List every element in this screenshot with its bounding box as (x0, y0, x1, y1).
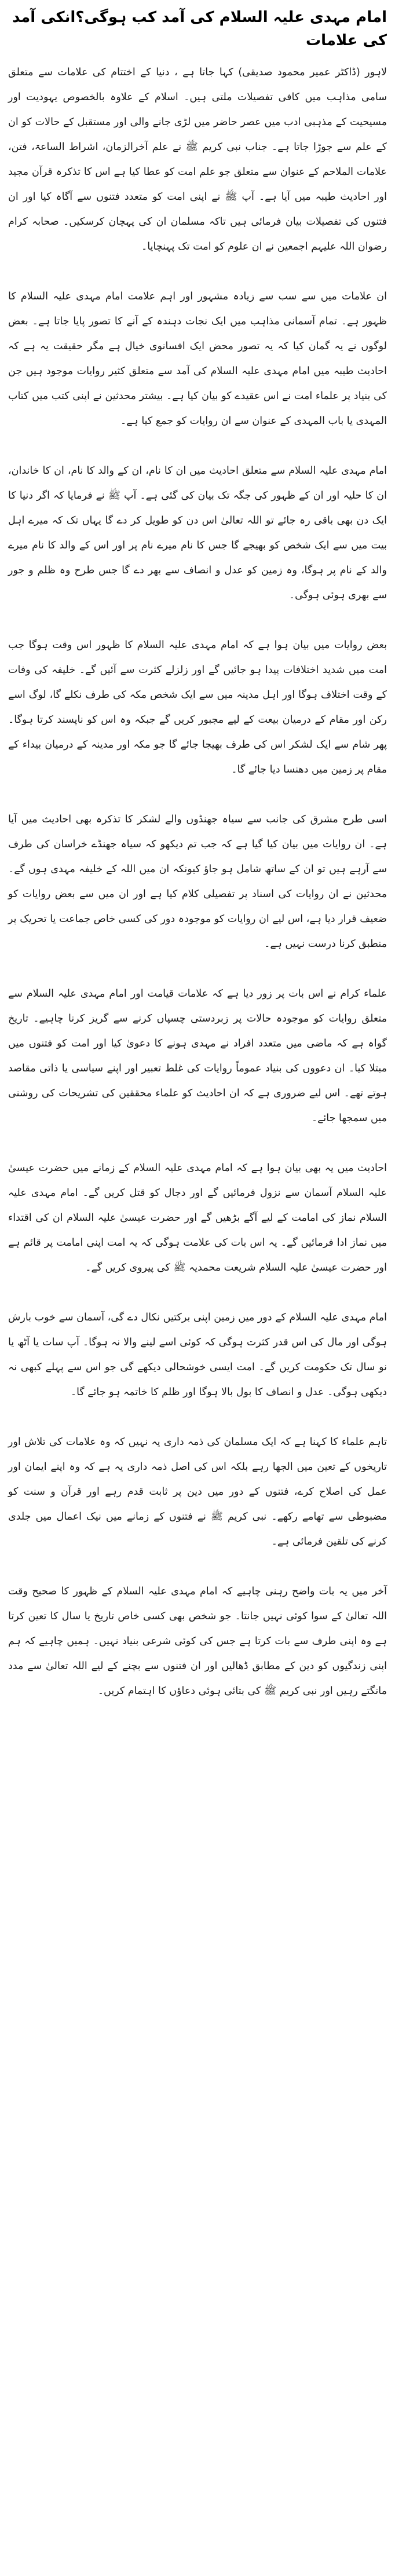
article-paragraph: ان علامات میں سے سب سے زیادہ مشہور اور اہم علامت امام مہدی علیہ السلام کا ظہور ہے۔ تمام آسمانی مذاہب میں ایک نجات دہندہ کے آنے کا تصور پایا جاتا ہے۔ بعض لوگوں نے یہ گمان کیا کہ یہ تصور محض ایک افسانوی خیال ہے مگر حقیقت یہ ہے کہ احادیث طیبہ میں امام مہدی علیہ السلام کی آمد سے متعلق کثیر روایات موجود ہیں جن کی بنیاد پر علماء امت نے اس عقیدے کو بیان کیا ہے۔ بیشتر محدثین نے اپنی کتب میں کتاب المہدی یا باب المہدی کے عنوان سے ان روایات کو جمع کیا ہے۔ (8, 291, 387, 427)
article-paragraph: لاہور (ڈاکٹر عمیر محمود صدیقی) کہا جاتا ہے ، دنیا کے اختتام کی علامات سے متعلق سامی مذاہب میں کافی تفصیلات ملتی ہیں۔ اسلام کے علاوہ بالخصوص یہودیت اور مسیحیت کے مذہبی ادب میں عصر حاضر میں لڑی جانے والی اور مستقبل کے حالات کو ان کے علم سے جوڑا جاتا ہے۔ جناب نبی کریم ﷺ نے علم آخرالزمان، اشراط الساعۃ، فتن، علامات الملاحم کے عنوان سے متعلق جو علم امت کو عطا کیا ہے اس کا تذکرہ قرآن مجید اور احادیث طیبہ میں آیا ہے۔ آپ ﷺ نے اپنی امت کو متعدد فتنوں سے آگاہ کیا اور ان فتنوں کی تفصیلات بیان فرمائی ہیں تاکہ مسلمان ان کی پہچان کرسکیں۔ صحابہ کرام رضوان اللہ علیہم اجمعین نے ان علوم کو امت تک پہنچایا۔ (8, 67, 387, 253)
article-paragraph: تاہم علماء کا کہنا ہے کہ ایک مسلمان کی ذمہ داری یہ نہیں کہ وہ علامات کی تلاش اور تاریخوں کے تعین میں الجھا رہے بلکہ اس کی اصل ذمہ داری یہ ہے کہ وہ اپنے ایمان اور عمل کی اصلاح کرے، فتنوں کے دور میں دین پر ثابت قدم رہے اور قرآن و سنت کو مضبوطی سے تھامے رکھے۔ نبی کریم ﷺ نے فتنوں کے زمانے میں نیک اعمال میں جلدی کرنے کی تلقین فرمائی ہے۔ (8, 1436, 387, 1547)
article-paragraph: امام مہدی علیہ السلام سے متعلق احادیث میں ان کا نام، ان کے والد کا نام، ان کا خاندان، ان کا حلیہ اور ان کے ظہور کی جگہ تک بیان کی گئی ہے۔ آپ ﷺ نے فرمایا کہ اگر دنیا کا ایک دن بھی باقی رہ جائے تو اللہ تعالیٰ اس دن کو طویل کر دے گا یہاں تک کہ میرے اہل بیت میں سے ایک شخص کو بھیجے گا جس کا نام میرے نام پر اور اس کے والد کا نام میرے والد کے نام پر ہوگا، وہ زمین کو عدل و انصاف سے بھر دے گا جس طرح وہ ظلم و جور سے بھری ہوئی ہوگی۔ (8, 465, 387, 601)
article-paragraph: آخر میں یہ بات واضح رہنی چاہیے کہ امام مہدی علیہ السلام کے ظہور کا صحیح وقت اللہ تعالیٰ کے سوا کوئی نہیں جانتا۔ جو شخص بھی کسی خاص تاریخ یا سال کا تعین کرتا ہے وہ اپنی طرف سے بات کرتا ہے جس کی کوئی شرعی بنیاد نہیں۔ ہمیں چاہیے کہ ہم اپنی زندگیوں کو دین کے مطابق ڈھالیں اور ان فتنوں سے بچنے کے لیے اللہ تعالیٰ سے مدد مانگتے رہیں اور نبی کریم ﷺ کی بتائی ہوئی دعاؤں کا اہتمام کریں۔ (8, 1586, 387, 1697)
article-paragraph: اسی طرح مشرق کی جانب سے سیاہ جھنڈوں والے لشکر کا تذکرہ بھی احادیث میں آیا ہے۔ ان روایات میں بیان کیا گیا ہے کہ جب تم دیکھو کہ سیاہ جھنڈے خراسان کی طرف سے آرہے ہیں تو ان کے ساتھ شامل ہو جاؤ کیونکہ ان میں اللہ کے خلیفہ مہدی ہوں گے۔ محدثین نے ان روایات کی اسناد پر تفصیلی کلام کیا ہے اور ان میں سے بعض روایات کو ضعیف قرار دیا ہے، اس لیے ان روایات کو موجودہ دور کی کسی خاص جماعت یا تحریک پر منطبق کرنا درست نہیں ہے۔ (8, 814, 387, 950)
article-paragraph: علماء کرام نے اس بات پر زور دیا ہے کہ علامات قیامت اور امام مہدی علیہ السلام سے متعلق روایات کو موجودہ حالات پر زبردستی چسپاں کرنے سے گریز کرنا چاہیے۔ تاریخ گواہ ہے کہ ماضی میں متعدد افراد نے مہدی ہونے کا دعویٰ کیا اور امت کو فتنوں میں مبتلا کیا۔ ان دعووں کی بنیاد عموماً روایات کی غلط تعبیر اور اپنے سیاسی یا ذاتی مقاصد ہوتے تھے۔ اس لیے ضروری ہے کہ ان احادیث کو علماء محققین کی تشریحات کی روشنی میں سمجھا جائے۔ (8, 988, 387, 1124)
article-headline: امام مہدی علیہ السلام کی آمد کب ہوگی؟انکی آمد کی علامات (12, 9, 387, 49)
article-paragraph: امام مہدی علیہ السلام کے دور میں زمین اپنی برکتیں نکال دے گی، آسمان سے خوب بارش ہوگی اور مال کی اس قدر کثرت ہوگی کہ کوئی اسے لینے والا نہ ہوگا۔ آپ سات یا آٹھ یا نو سال تک حکومت کریں گے۔ امت ایسی خوشحالی دیکھے گی جو اس سے پہلے کبھی نہ دیکھی ہوگی۔ عدل و انصاف کا بول بالا ہوگا اور ظلم کا خاتمہ ہو جائے گا۔ (8, 1312, 387, 1398)
article-paragraph: احادیث میں یہ بھی بیان ہوا ہے کہ امام مہدی علیہ السلام کے زمانے میں حضرت عیسیٰ علیہ السلام آسمان سے نزول فرمائیں گے اور دجال کو قتل کریں گے۔ امام مہدی علیہ السلام نماز کی امامت کے لیے آگے بڑھیں گے اور حضرت عیسیٰ علیہ السلام ان کی اقتداء میں نماز ادا فرمائیں گے۔ یہ اس بات کی علامت ہوگی کہ یہ امت اپنی امامت پر قائم ہے اور حضرت عیسیٰ علیہ السلام شریعت محمدیہ ﷺ کی پیروی کریں گے۔ (8, 1162, 387, 1274)
article-paragraph: بعض روایات میں بیان ہوا ہے کہ امام مہدی علیہ السلام کا ظہور اس وقت ہوگا جب امت میں شدید اختلافات پیدا ہو جائیں گے اور زلزلے کثرت سے آئیں گے۔ خلیفہ کی وفات کے وقت اختلاف ہوگا اور اہل مدینہ میں سے ایک شخص مکہ کی طرف نکلے گا، لوگ اسے رکن اور مقام کے درمیان بیعت کے لیے مجبور کریں گے جبکہ وہ اس کو ناپسند کرتا ہوگا۔ پھر شام سے ایک لشکر اس کی طرف بھیجا جائے گا جو مکہ اور مدینہ کے درمیان بیداء کے مقام پر زمین میں دھنسا دیا جائے گا۔ (8, 639, 387, 775)
article-body (8, 60, 387, 1704)
